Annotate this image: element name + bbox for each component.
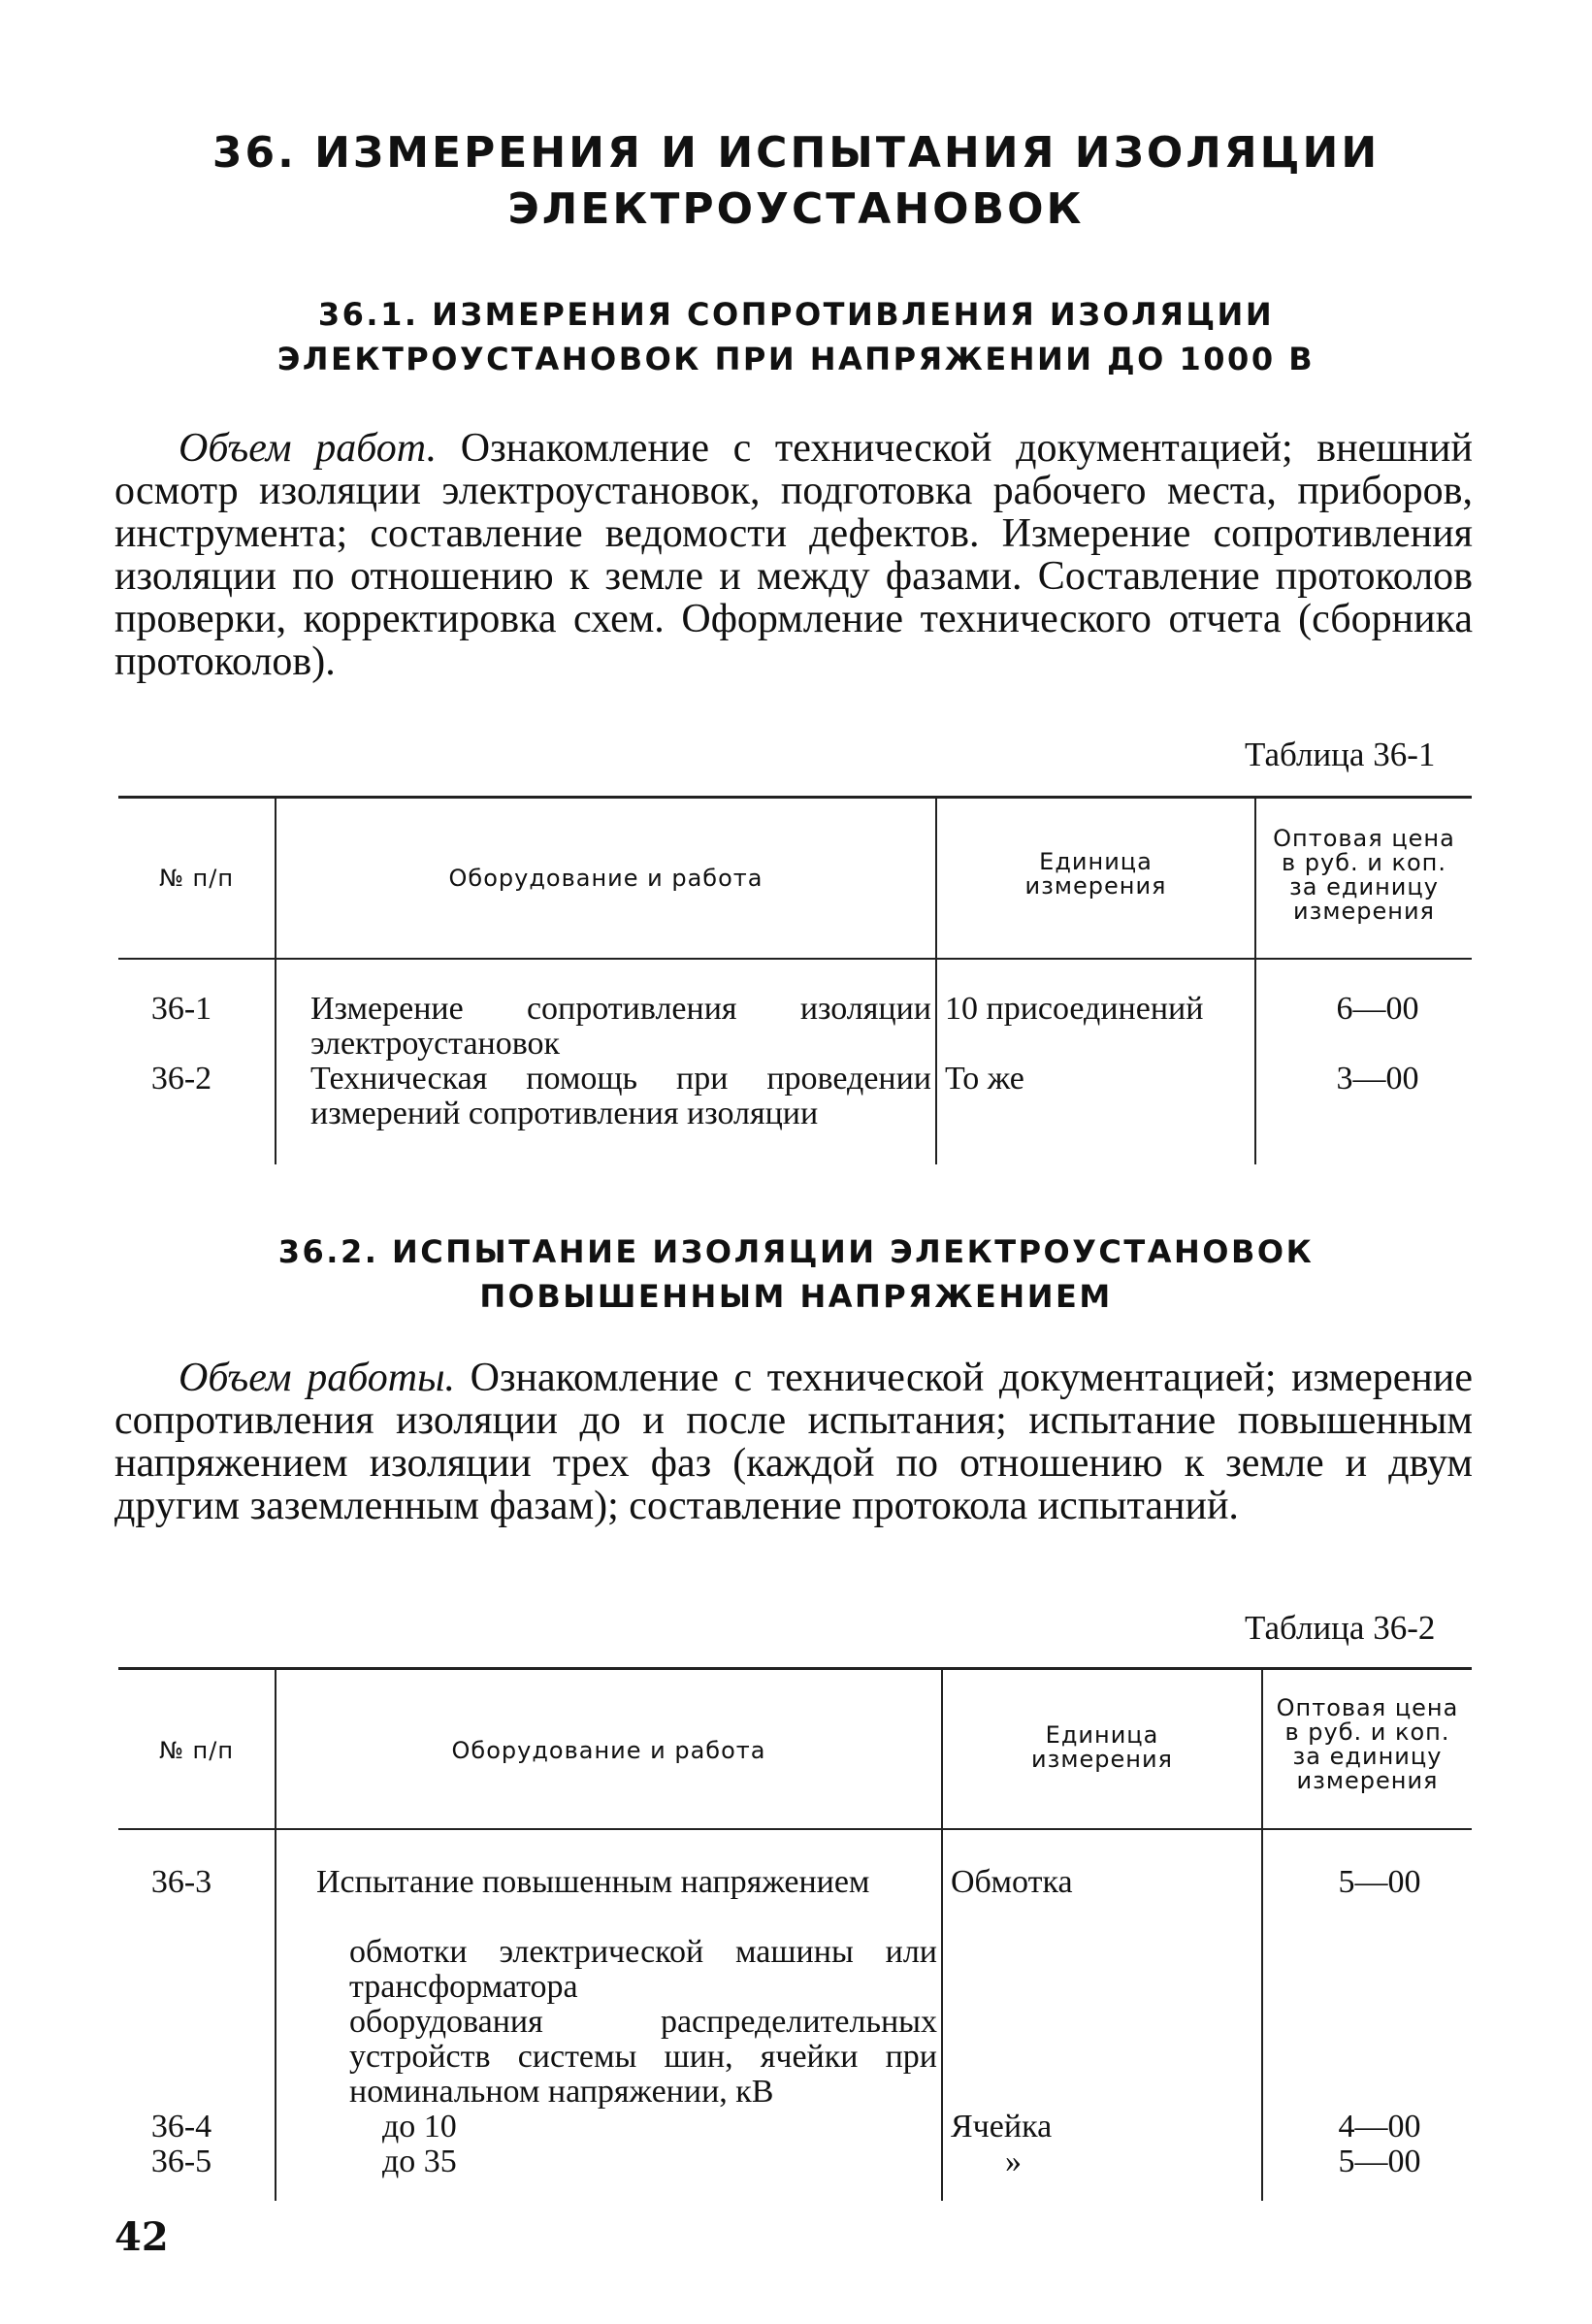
table1-col-divider xyxy=(275,798,276,1164)
table1-row2-work: Техническая помощь при проведении измерений сопротивления изоляции xyxy=(310,1061,931,1131)
table2-caption: Таблица 36-2 xyxy=(1245,1609,1436,1647)
subsection2-title-line1: 36.2. ИСПЫТАНИЕ ИЗОЛЯЦИИ ЭЛЕКТРОУСТАНОВОК xyxy=(277,1233,1315,1270)
table1-top-rule xyxy=(118,796,1472,799)
section-title-line2: ЭЛЕКТРОУСТАНОВОК xyxy=(507,184,1085,234)
page-number: 42 xyxy=(114,2214,169,2260)
header-text: Оптовая цена xyxy=(1276,1694,1459,1721)
table1-header-work: Оборудование и работа xyxy=(448,865,764,892)
header-text: измерения xyxy=(1024,872,1167,900)
subsection2-scope xyxy=(114,1357,1473,1527)
table2-header-work: Оборудование и работа xyxy=(451,1737,766,1764)
subsection1-title-line2: ЭЛЕКТРОУСТАНОВОК ПРИ НАПРЯЖЕНИИ ДО 1000 В xyxy=(276,341,1316,377)
table2-row3-price: 5—00 xyxy=(1338,1864,1421,1900)
header-text: в руб. и коп. xyxy=(1282,849,1446,876)
table1-row1-unit: 10 присоединений xyxy=(945,991,1204,1027)
scope1-label: Объем работ. xyxy=(179,426,438,471)
table2-row5-unit: » xyxy=(1005,2144,1022,2179)
table2-row5-work: до 35 xyxy=(382,2144,457,2179)
header-text: измерения xyxy=(1031,1746,1173,1773)
scope2-text: Ознакомление с технической документацией; измерение сопротивления изоляции до и после испытания; испытание повышенным напряжением изоляции трех фаз (каждой по отношению к земле и двум другим заземленным фазам); составление протокола испытаний. xyxy=(114,1356,1474,1528)
header-text: Единица xyxy=(1045,1721,1159,1749)
scope2-label: Объем работы. xyxy=(179,1356,456,1400)
table2-row3-unit: Обмотка xyxy=(951,1864,1073,1900)
table1-row1-num: 36-1 xyxy=(150,991,212,1027)
table1-header-rule xyxy=(118,958,1472,960)
table2-row3-num: 36-3 xyxy=(150,1864,212,1900)
table1-header-price xyxy=(1256,827,1472,924)
table2-row4-unit: Ячейка xyxy=(951,2109,1053,2144)
table2-sub-b: оборудования распределительных устройств системы шин, ячейки при номинальном напряжении, кВ xyxy=(349,2004,937,2110)
table1-caption: Таблица 36-1 xyxy=(1245,736,1436,773)
table2-row5-price: 5—00 xyxy=(1338,2144,1421,2179)
table2-top-rule xyxy=(118,1667,1472,1670)
table2-row4-price: 4—00 xyxy=(1338,2109,1421,2144)
table1-header-unit xyxy=(937,850,1254,899)
table2-header-price xyxy=(1263,1696,1472,1793)
table1-row1-work: Измерение сопротивления изоляции электроустановок xyxy=(310,991,931,1062)
table1-row2-price: 3—00 xyxy=(1336,1061,1419,1097)
header-text: в руб. и коп. xyxy=(1284,1718,1450,1746)
header-text: за единицу xyxy=(1289,873,1439,900)
header-text: за единицу xyxy=(1292,1743,1443,1770)
header-text: Оптовая цена xyxy=(1273,825,1455,852)
table1-row2-num: 36-2 xyxy=(150,1061,212,1097)
table1-row2-unit: То же xyxy=(945,1061,1024,1097)
table2-row4-work: до 10 xyxy=(382,2109,457,2144)
table2-row5-num: 36-5 xyxy=(150,2144,212,2179)
table2-header-num: № п/п xyxy=(158,1737,235,1764)
subsection2-title-line2: ПОВЫШЕННЫМ НАПРЯЖЕНИЕМ xyxy=(479,1278,1113,1315)
table2-row3-work: Испытание повышенным напряжением xyxy=(316,1864,870,1900)
table1-row1-price: 6—00 xyxy=(1336,991,1419,1027)
header-text: Единица xyxy=(1039,848,1153,875)
subsection1-title-line1: 36.1. ИЗМЕРЕНИЯ СОПРОТИВЛЕНИЯ ИЗОЛЯЦИИ xyxy=(317,296,1275,333)
table2-sub-a: обмотки электрической машины или трансформатора xyxy=(349,1934,937,2005)
subsection1-scope xyxy=(114,427,1473,683)
header-text: измерения xyxy=(1293,898,1435,925)
table2-header-unit xyxy=(943,1723,1261,1772)
table2-header-rule xyxy=(118,1828,1472,1830)
header-text: измерения xyxy=(1296,1767,1439,1794)
table2-row4-num: 36-4 xyxy=(150,2109,212,2144)
scope1-text: Ознакомление с технической документацией; внешний осмотр изоляции электроустановок, подготовка рабочего места, приборов, инструмента; составление ведомости дефектов. Измерение сопротивления изоляции по отношению к земле и между фазами. Составление протоколов проверки, корректировка схем. Оформление технического отчета (сборника протоколов). xyxy=(114,426,1473,684)
section-title-line1: 36. ИЗМЕРЕНИЯ И ИСПЫТАНИЯ ИЗОЛЯЦИИ xyxy=(211,128,1381,178)
table1-header-num: № п/п xyxy=(158,865,235,892)
